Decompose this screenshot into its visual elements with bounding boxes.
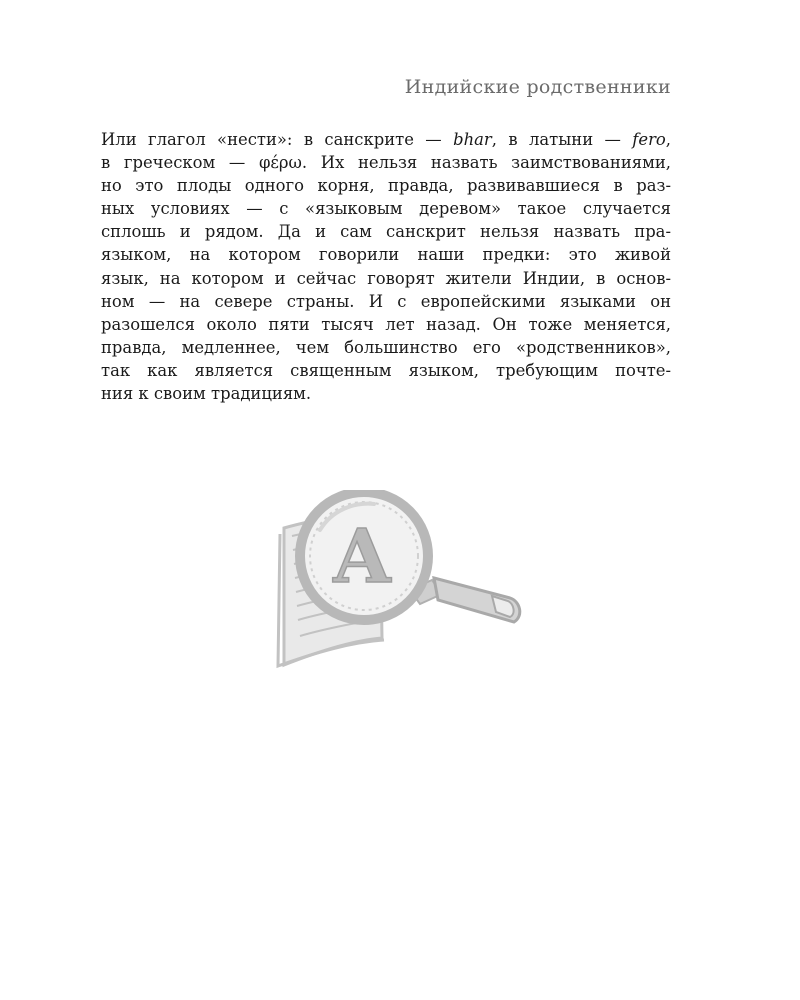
text-line [101,151,671,174]
running-header: Индийские родственники [404,76,671,98]
text-run: ния к своим традициям. [101,384,312,404]
text-line [101,290,671,313]
emblem-letter: A [333,514,391,600]
text-line [101,243,671,266]
text-line [101,336,671,359]
magnifier-book-icon [262,490,524,670]
text-line [101,267,671,290]
text-run: сплошь и рядом. Да и сам санскрит нельзя назвать пра- [101,222,671,242]
text-line [101,174,671,197]
text-line [101,128,671,151]
text-run: так как является священным языком, требующим почте- [101,360,671,380]
text-run: разошелся около пяти тысяч лет назад. Он тоже меняется, [101,314,671,334]
text-line [101,359,671,382]
text-line [101,197,671,220]
text-line [101,313,671,336]
text-run: но это плоды одного корня, правда, развивавшиеся в раз- [101,176,671,196]
magnifier-lens [300,492,428,620]
text-run: языком, на котором говорили наши предки: это живой [101,245,671,265]
text-run: ных условиях — с «языковым деревом» такое случается [101,199,671,219]
text-run: правда, медленнее, чем большинство его «родственников», [101,337,671,357]
text-run: Или глагол «нести»: в санскрите — [101,130,454,149]
text-run: язык, на котором и сейчас говорят жители Индии, в основ- [101,268,671,288]
text-run: , в латыни — [491,130,633,149]
italic-word: bhar [453,130,492,149]
text-run: в греческом — φέρω. Их нельзя назвать заимствованиями, [101,153,671,173]
italic-word: fero [632,130,666,149]
text-line [101,220,671,243]
text-line [101,382,671,405]
text-run: ном — на севере страны. И с европейскими языками он [101,291,671,311]
body-paragraph [101,128,671,405]
text-run: , [665,130,671,149]
